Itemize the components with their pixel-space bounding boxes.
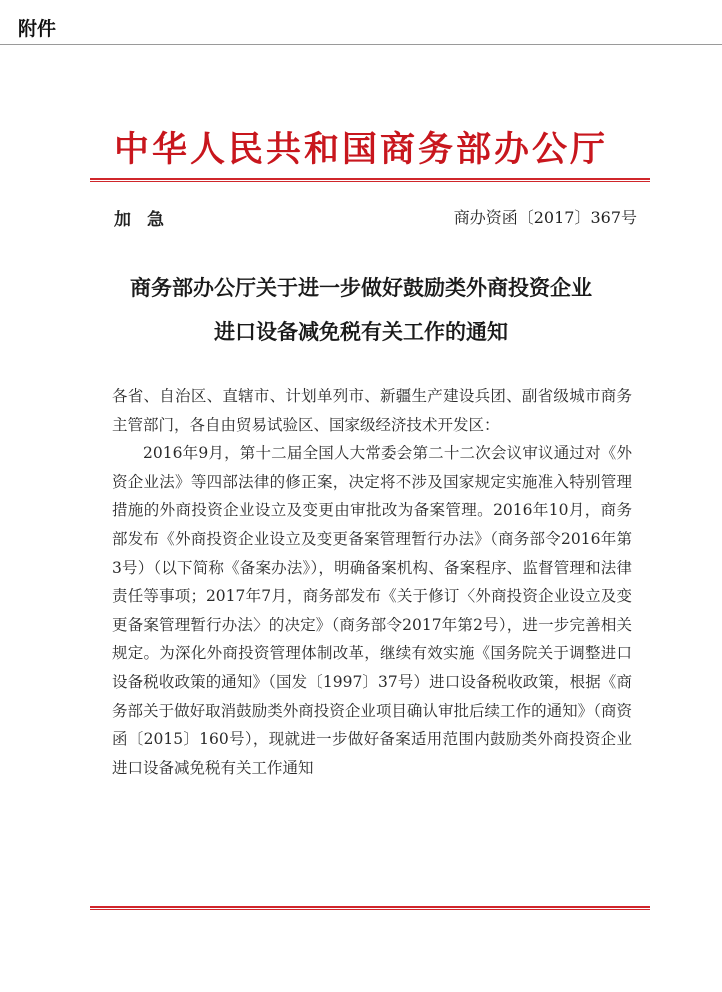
red-rule-bottom [90,906,650,908]
attachment-label: 附件 [18,18,57,40]
body-paragraph: 2016年9月，第十二届全国人大常委会第二十二次会议审议通过对《外资企业法》等四部法律的修正案，决定将不涉及国家规定实施准入特别管理措施的外商投资企业设立及变更由审批改为备案管理。2016年10月，商务部发布《外商投资企业设立及变更备案管理暂行办法》（商务部令2016年第3号）（以下简称《备案办法》），明确备案机构、备案程序、监督管理和法律责任等事项；2017年7月，商务部发布《关于修订〈外商投资企业设立及变更备案管理暂行办法〉的决定》（商务部令2017年第2号），进一步完善相关规定。为深化外商投资管理体制改革，继续有效实施《国务院关于调整进口设备税收政策的通知》（国发〔1997〕37号）进口设备税收政策，根据《商务部关于做好取消鼓励类外商投资企业项目确认审批后续工作的通知》（商资函〔2015〕160号），现就进一步做好备案适用范围内鼓励类外商投资企业进口设备减免税有关工作通知 [112,444,632,777]
red-rule-top [90,178,650,180]
header-divider [0,44,722,45]
red-rule-top-thin [90,181,650,182]
addressee: 各省、自治区、直辖市、计划单列市、新疆生产建设兵团、副省级城市商务主管部门，各自由贸易试验区、国家级经济技术开发区： [112,387,632,434]
document-title-line-1: 商务部办公厅关于进一步做好鼓励类外商投资企业 [130,275,592,300]
document-body [112,382,632,782]
letterhead-title: 中华人民共和国商务部办公厅 [113,129,608,170]
urgency-label: 加急 [114,210,180,230]
red-rule-bottom-thin [90,909,650,910]
document-title-line-2: 进口设备减免税有关工作的通知 [214,319,508,344]
document-number: 商办资函〔2017〕367号 [453,208,637,227]
